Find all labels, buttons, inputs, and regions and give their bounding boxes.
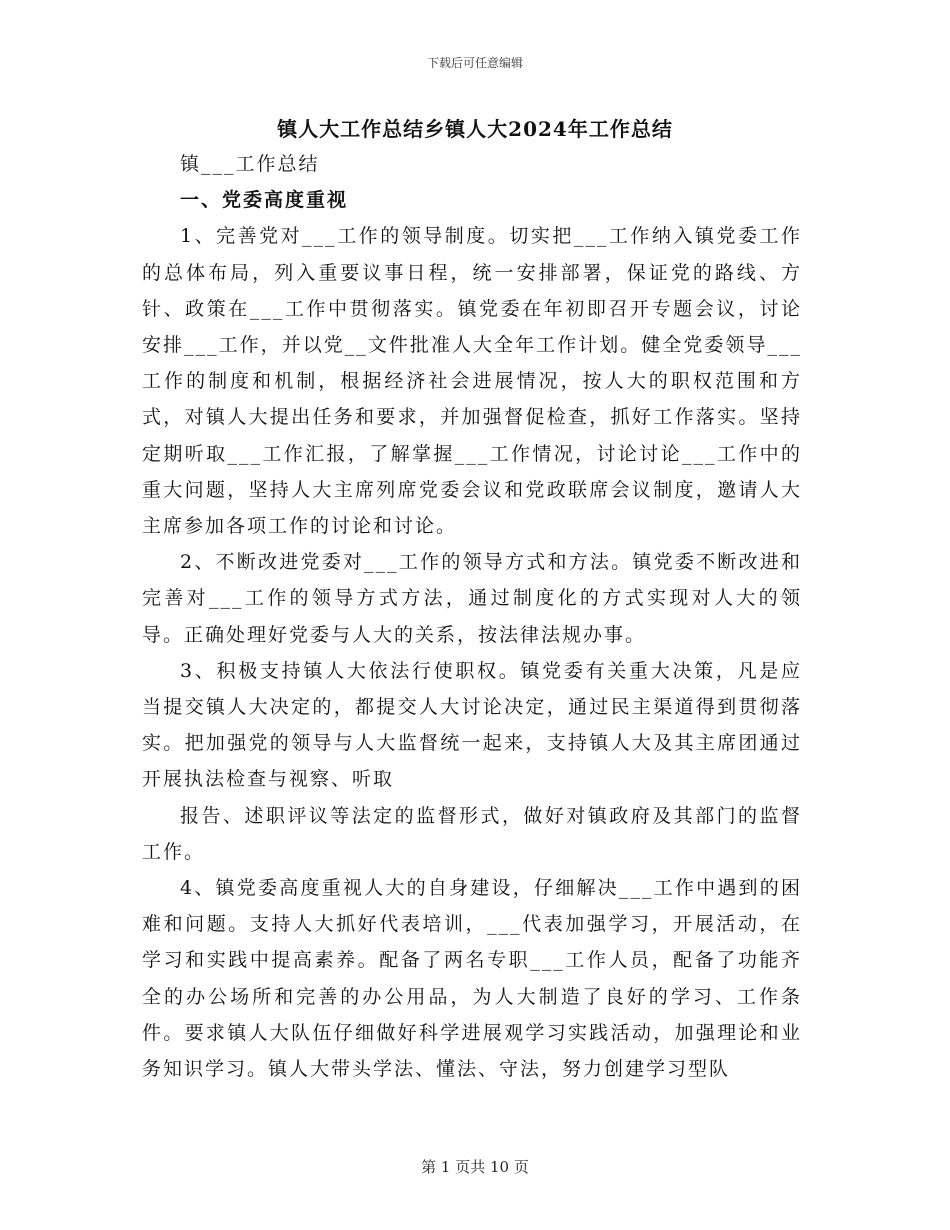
document-title: 镇人大工作总结乡镇人大2024年工作总结 [277,117,673,141]
section-heading: 一、党委高度重视 [180,189,349,212]
paragraph: 3、积极支持镇人大依法行使职权。镇党委有关重大决策，凡是应当提交镇人大决定的，都提交人大讨论决定，通过民主渠道得到贯彻落实。把加强党的领导与人大监督统一起来，支持镇人大及其主席团通过开展执法检查与视察、听取 [142,659,802,791]
paragraph: 2、不断改进党委对___工作的领导方式和方法。镇党委不断改进和完善对___工作的领导方式方法，通过制度化的方式实现对人大的领导。正确处理好党委与人大的关系，按法律法规办事。 [142,551,802,646]
page-header-note: 下载后可任意编辑 [426,56,523,70]
paragraph: 4、镇党委高度重视人大的自身建设，仔细解决___工作中遇到的困难和问题。支持人大抓好代表培训，___代表加强学习，开展活动，在学习和实践中提高素养。配备了两名专职___工作人员，配备了功能齐全的办公场所和完善的办公用品，为人大制造了良好的学习、工作条件。要求镇人大队伍仔细做好科学进展观学习实践活动，加强理论和业务知识学习。镇人大带头学法、懂法、守法，努力创建学习型队 [142,877,802,1081]
paragraph: 1、完善党对___工作的领导制度。切实把___工作纳入镇党委工作的总体布局，列入重要议事日程，统一安排部署，保证党的路线、方针、政策在___工作中贯彻落实。镇党委在年初即召开专题会议，讨论安排___工作，并以党__文件批准人大全年工作计划。健全党委领导___工作的制度和机制，根据经济社会进展情况，按人大的职权范围和方式，对镇人大提出任务和要求，并加强督促检查，抓好工作落实。坚持定期听取___工作汇报，了解掌握___工作情况，讨论讨论___工作中的重大问题，坚持人大主席列席党委会议和党政联席会议制度，邀请人大主席参加各项工作的讨论和讨论。 [142,225,802,538]
paragraph: 报告、述职评议等法定的监督形式，做好对镇政府及其部门的监督工作。 [142,804,802,863]
page-number: 第 1 页共 10 页 [421,1158,529,1176]
paragraph-subtitle: 镇___工作总结 [180,153,320,175]
document-body [142,146,802,1087]
